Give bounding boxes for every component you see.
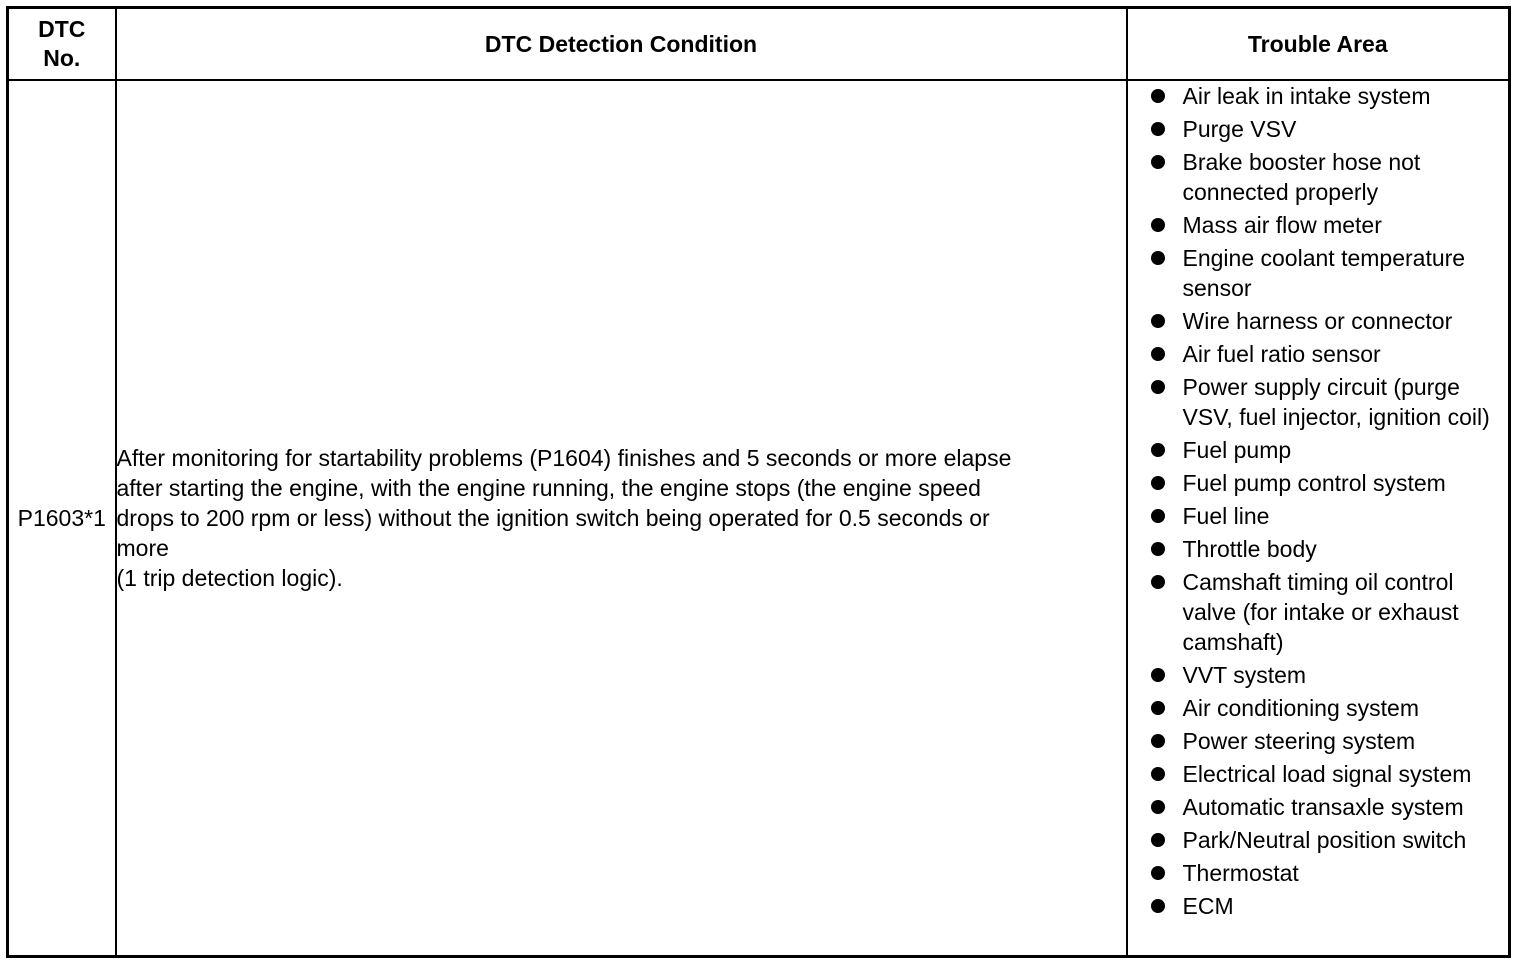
trouble-area-text: Mass air flow meter [1182, 212, 1382, 238]
list-item [1128, 114, 1509, 144]
list-item [1128, 693, 1509, 723]
list-item [1128, 468, 1509, 498]
trouble-area-text: Automatic transaxle system [1182, 794, 1464, 820]
list-item [1128, 501, 1509, 531]
trouble-area-text: Fuel pump [1182, 437, 1292, 463]
bullet-icon [1151, 380, 1165, 394]
list-item [1128, 726, 1509, 756]
list-item [1128, 243, 1509, 303]
trouble-area-text: Power steering system [1182, 728, 1416, 754]
bullet-icon [1151, 899, 1165, 913]
dtc-number: P1603*1 [8, 80, 116, 957]
bullet-icon [1151, 833, 1165, 847]
list-item [1128, 210, 1509, 240]
trouble-area-text: Fuel line [1182, 503, 1270, 529]
trouble-area-text: Engine coolant temperature sensor [1182, 245, 1466, 301]
list-item [1128, 825, 1509, 855]
bullet-icon [1151, 476, 1165, 490]
trouble-area-text: ECM [1182, 893, 1234, 919]
trouble-area-text: Air conditioning system [1182, 695, 1419, 721]
trouble-area-text: Electrical load signal system [1182, 761, 1472, 787]
list-item [1128, 306, 1509, 336]
bullet-icon [1151, 668, 1165, 682]
list-item [1128, 891, 1509, 921]
dtc-table [6, 6, 1511, 958]
header-dtc-no-line2: No. [43, 45, 81, 71]
list-item [1128, 534, 1509, 564]
list-item [1128, 792, 1509, 822]
list-item [1128, 858, 1509, 888]
bullet-icon [1151, 443, 1165, 457]
trouble-area-text: Park/Neutral position switch [1182, 827, 1467, 853]
condition-line: (1 trip detection logic). [116, 565, 343, 591]
trouble-area-cell [1127, 80, 1510, 957]
bullet-icon [1151, 155, 1165, 169]
trouble-area-text: Fuel pump control system [1182, 470, 1446, 496]
header-row [8, 8, 1510, 81]
trouble-area-text: Throttle body [1182, 536, 1317, 562]
list-item [1128, 81, 1509, 111]
detection-condition [116, 80, 1127, 957]
bullet-icon [1151, 218, 1165, 232]
bullet-icon [1151, 251, 1165, 265]
bullet-icon [1151, 542, 1165, 556]
condition-line: After monitoring for startability problems (P1604) finishes and 5 seconds or more elapse [116, 445, 1012, 471]
bullet-icon [1151, 314, 1165, 328]
trouble-area-text: Thermostat [1182, 860, 1299, 886]
list-item [1128, 435, 1509, 465]
list-item [1128, 759, 1509, 789]
trouble-area-text: Camshaft timing oil control valve (for intake or exhaust camshaft) [1182, 569, 1459, 655]
bullet-icon [1151, 575, 1165, 589]
bullet-icon [1151, 800, 1165, 814]
header-detection-condition: DTC Detection Condition [116, 8, 1127, 81]
bullet-icon [1151, 509, 1165, 523]
list-item [1128, 339, 1509, 369]
list-item [1128, 372, 1509, 432]
trouble-area-text: Purge VSV [1182, 116, 1297, 142]
bullet-icon [1151, 866, 1165, 880]
trouble-area-text: VVT system [1182, 662, 1307, 688]
condition-line: after starting the engine, with the engine running, the engine stops (the engine speed [116, 475, 981, 501]
trouble-area-text: Wire harness or connector [1182, 308, 1453, 334]
trouble-area-text: Air leak in intake system [1182, 83, 1431, 109]
trouble-area-text: Power supply circuit (purge VSV, fuel injector, ignition coil) [1182, 374, 1490, 430]
bullet-icon [1151, 347, 1165, 361]
trouble-area-text: Brake booster hose not connected properly [1182, 149, 1421, 205]
table-row [8, 80, 1510, 957]
condition-line: more [116, 535, 169, 561]
bullet-icon [1151, 767, 1165, 781]
list-item [1128, 147, 1509, 207]
bullet-icon [1151, 89, 1165, 103]
trouble-area-text: Air fuel ratio sensor [1182, 341, 1381, 367]
bullet-icon [1151, 122, 1165, 136]
condition-line: drops to 200 rpm or less) without the ignition switch being operated for 0.5 seconds or [116, 505, 990, 531]
header-dtc-no [8, 8, 116, 81]
list-item [1128, 567, 1509, 657]
bullet-icon [1151, 734, 1165, 748]
trouble-area-list [1128, 81, 1509, 921]
list-item [1128, 660, 1509, 690]
header-trouble-area: Trouble Area [1127, 8, 1510, 81]
bullet-icon [1151, 701, 1165, 715]
header-dtc-no-line1: DTC [38, 16, 86, 42]
